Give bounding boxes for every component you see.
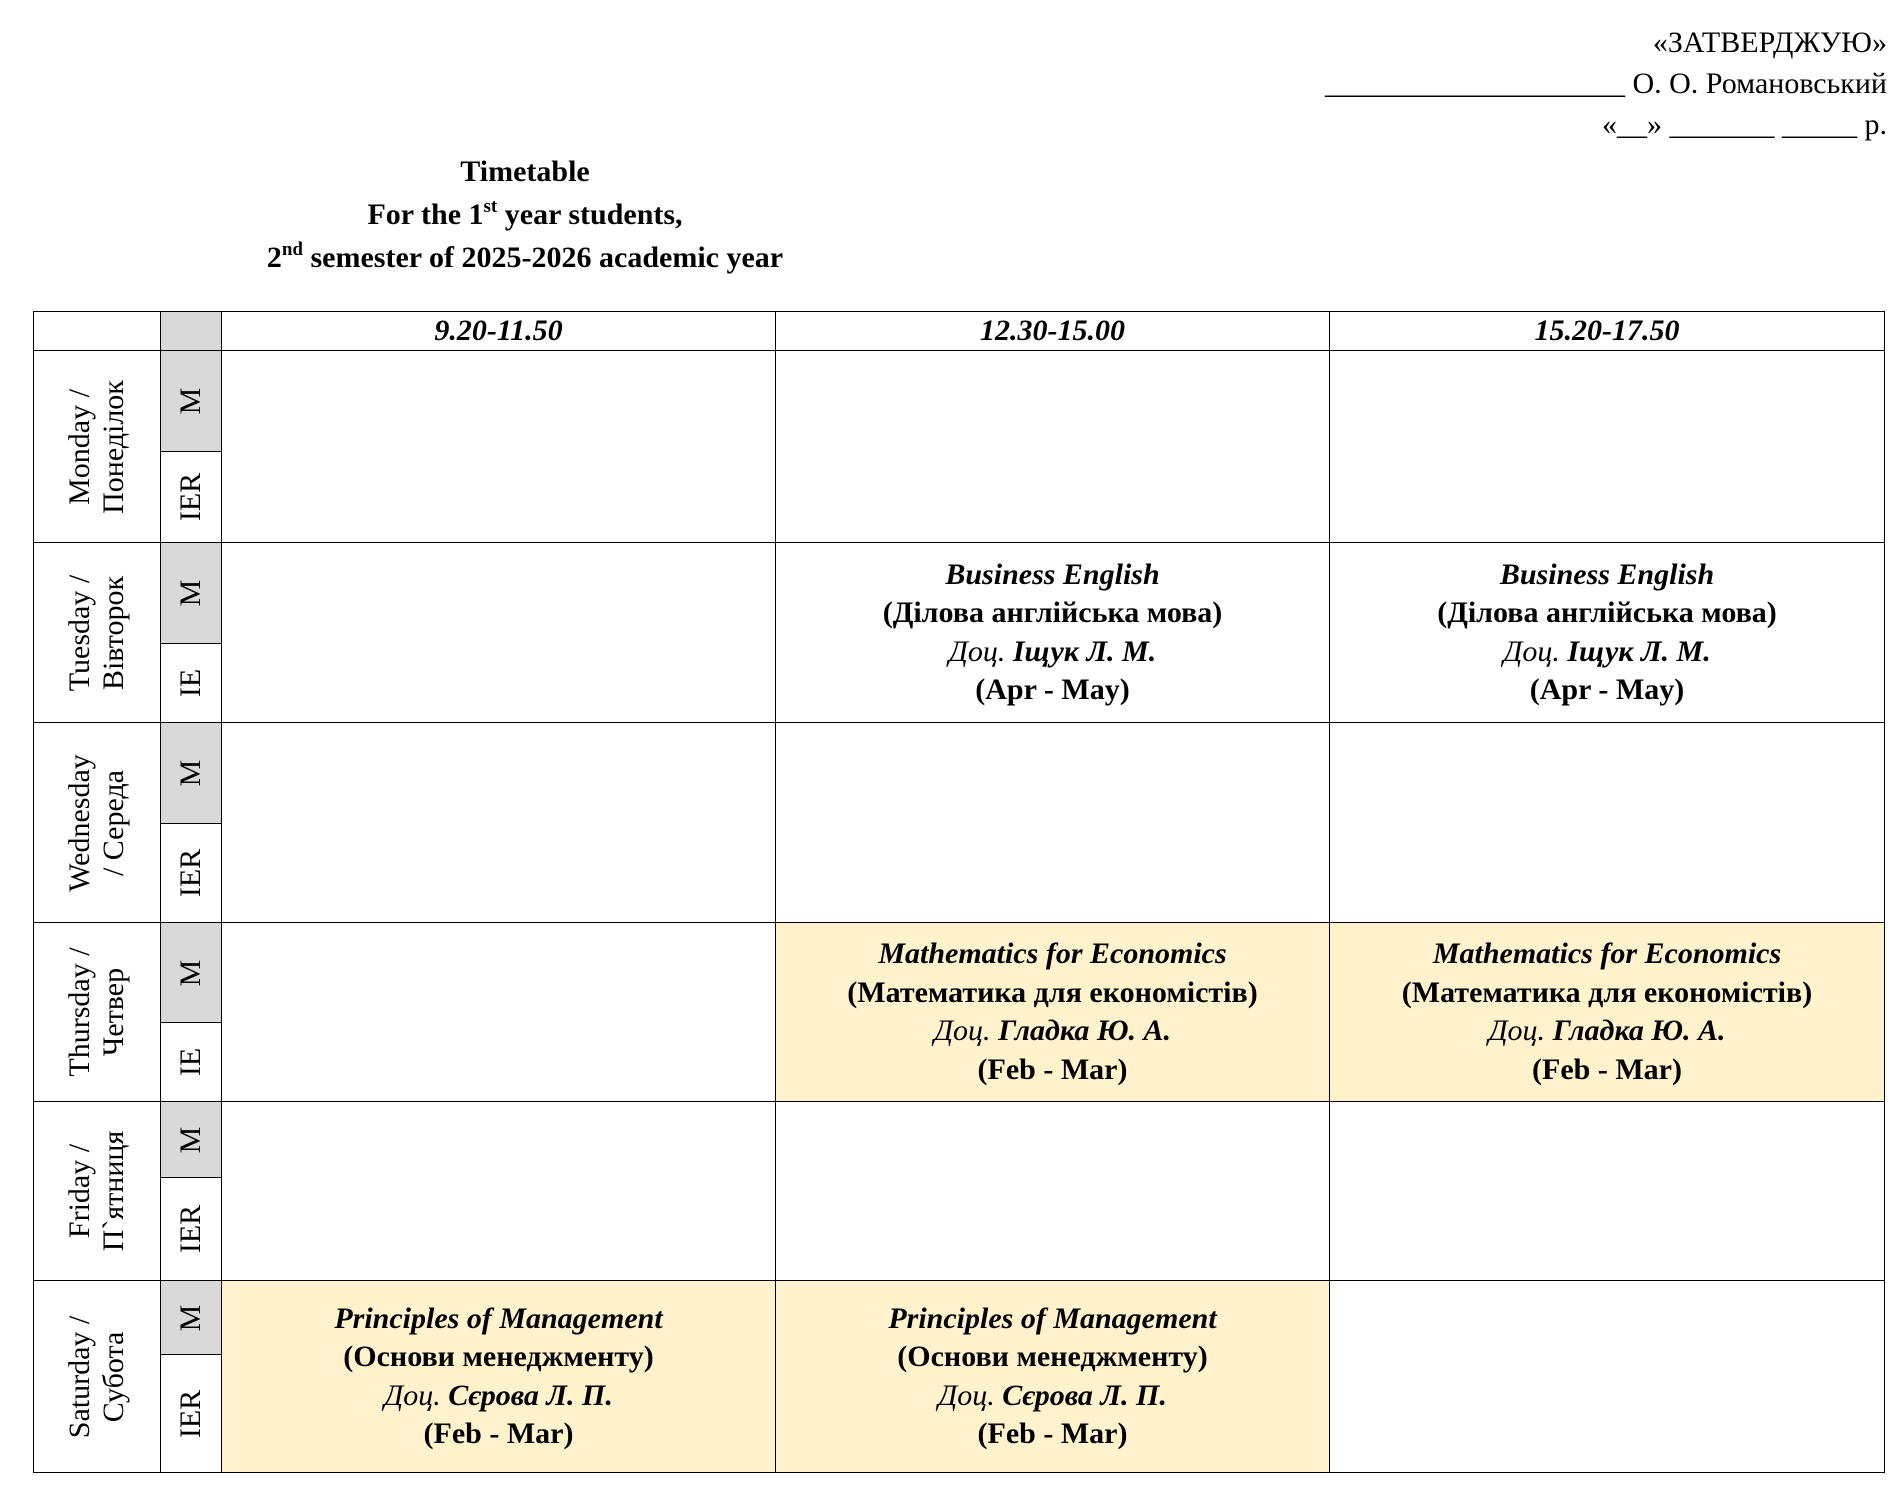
lecturer <box>776 1012 1329 1051</box>
slot-thu-2 <box>776 923 1330 1102</box>
group-ier: IER <box>161 1355 222 1473</box>
title-line-2-pre: For the 1 <box>367 198 484 231</box>
subject-name-ua: (Основи менеджменту) <box>897 1340 1208 1373</box>
day-name-ua: Четвер <box>97 967 130 1057</box>
timetable-header-row <box>34 312 1885 351</box>
lecturer <box>1330 633 1884 672</box>
time-slot-1: 9.20-11.50 <box>222 312 776 351</box>
group-m: M <box>161 543 222 644</box>
lecturer-name: Іщук Л. М. <box>1012 634 1157 668</box>
slot-wed-3 <box>1330 723 1885 923</box>
lecturer <box>1330 1012 1884 1051</box>
lecturer-position: Доц. <box>948 634 1006 668</box>
class-period: (Feb - Mar) <box>423 1417 574 1450</box>
title-line-3-sup: nd <box>281 239 303 260</box>
timetable <box>33 311 1885 1473</box>
title-line-1: Timetable <box>460 155 590 188</box>
lecturer-name: Гладка Ю. А. <box>1552 1014 1726 1047</box>
approval-block <box>1325 22 1887 145</box>
header-group-corner <box>161 312 222 351</box>
class-period: (Apr - May) <box>1529 673 1685 706</box>
day-name-ua: Вівторок <box>97 575 130 690</box>
day-name-en: Thursday / <box>63 947 96 1077</box>
approval-date: «__» _______ _____ р. <box>1602 108 1887 141</box>
group-ie: IE <box>161 644 222 723</box>
slot-thu-3 <box>1330 923 1885 1102</box>
day-name-ua: Понеділок <box>97 379 130 514</box>
title-line-3-post: semester of 2025-2026 academic year <box>303 241 784 274</box>
group-m: M <box>161 723 222 824</box>
subject-name: Principles of Management <box>888 1301 1217 1335</box>
slot-sat-2 <box>776 1281 1330 1473</box>
slot-fri-2 <box>776 1102 1330 1281</box>
day-row-saturday <box>34 1281 1885 1355</box>
title-line-2-sup: st <box>483 196 498 217</box>
title-line-2 <box>20 193 1030 236</box>
title-line-3-pre: 2 <box>266 241 282 274</box>
time-slot-3: 15.20-17.50 <box>1330 312 1885 351</box>
lecturer <box>776 1377 1329 1416</box>
approval-heading: «ЗАТВЕРДЖУЮ» <box>1652 26 1887 59</box>
title-line-3 <box>20 236 1030 279</box>
signature-line: ____________________ <box>1324 67 1625 100</box>
group-ier: IER <box>161 452 222 543</box>
subject-name: Business English <box>1499 557 1715 591</box>
day-row-wednesday <box>34 723 1885 824</box>
day-name-en: Monday / <box>63 388 96 505</box>
subject-name-ua: (Основи менеджменту) <box>343 1340 654 1373</box>
subject-name-ua: (Математика для економістів) <box>847 975 1258 1009</box>
group-m: M <box>161 1102 222 1178</box>
lecturer-name: Сєрова Л. П. <box>448 1378 613 1412</box>
slot-sat-3 <box>1330 1281 1885 1473</box>
class-period: (Feb - Mar) <box>977 1417 1128 1450</box>
slot-mon-1 <box>222 351 776 543</box>
slot-tue-1 <box>222 543 776 723</box>
day-label-wednesday <box>34 723 161 923</box>
day-label-saturday <box>34 1281 161 1473</box>
signer-name: О. О. Романовський <box>1632 67 1887 100</box>
group-m: M <box>161 1281 222 1355</box>
day-name-en: Friday / <box>63 1143 96 1239</box>
group-ie: IE <box>161 1023 222 1102</box>
class-period: (Feb - Mar) <box>1532 1052 1682 1086</box>
day-label-tuesday <box>34 543 161 723</box>
lecturer-name: Сєрова Л. П. <box>1002 1378 1167 1412</box>
day-label-monday <box>34 351 161 543</box>
day-name-ua: П`ятниця <box>97 1130 130 1252</box>
day-name-ua: / Середа <box>97 769 130 876</box>
lecturer-name: Іщук Л. М. <box>1567 634 1711 668</box>
lecturer-position: Доц. <box>938 1378 995 1412</box>
slot-fri-3 <box>1330 1102 1885 1281</box>
time-slot-2: 12.30-15.00 <box>776 312 1330 351</box>
day-label-friday <box>34 1102 161 1281</box>
group-m: M <box>161 923 222 1023</box>
day-name-en: Saturday / <box>63 1315 96 1438</box>
lecturer-position: Доц. <box>384 1378 441 1412</box>
slot-mon-2 <box>776 351 1330 543</box>
class-period: (Apr - May) <box>975 673 1130 706</box>
slot-wed-1 <box>222 723 776 923</box>
group-ier: IER <box>161 824 222 923</box>
day-name-en: Tuesday / <box>63 574 96 691</box>
day-row-monday <box>34 351 1885 452</box>
approval-signer-line <box>1325 63 1887 104</box>
slot-tue-2 <box>776 543 1330 723</box>
slot-tue-3 <box>1330 543 1885 723</box>
day-name-ua: Субота <box>97 1331 130 1422</box>
title-line-2-post: year students, <box>497 198 683 231</box>
header-corner <box>34 312 161 351</box>
lecturer-position: Доц. <box>1503 634 1560 668</box>
slot-thu-1 <box>222 923 776 1102</box>
lecturer-name: Гладка Ю. А. <box>998 1014 1172 1047</box>
day-row-tuesday <box>34 543 1885 644</box>
lecturer <box>776 633 1329 672</box>
lecturer <box>222 1377 775 1416</box>
day-label-thursday <box>34 923 161 1102</box>
group-m: M <box>161 351 222 452</box>
subject-name: Principles of Management <box>334 1301 663 1335</box>
subject-name: Mathematics for Economics <box>1432 937 1782 970</box>
class-period: (Feb - Mar) <box>977 1052 1128 1086</box>
slot-fri-1 <box>222 1102 776 1281</box>
subject-name: Mathematics for Economics <box>878 937 1227 970</box>
subject-name-ua: (Ділова англійська мова) <box>882 596 1223 629</box>
subject-name-ua: (Ділова англійська мова) <box>1437 596 1777 629</box>
day-row-friday <box>34 1102 1885 1178</box>
subject-name: Business English <box>945 557 1160 591</box>
group-ier: IER <box>161 1178 222 1281</box>
slot-mon-3 <box>1330 351 1885 543</box>
lecturer-position: Доц. <box>1488 1014 1546 1047</box>
lecturer-position: Доц. <box>933 1014 991 1047</box>
day-name-en: Wednesday <box>63 753 96 892</box>
day-row-thursday <box>34 923 1885 1023</box>
document-title <box>20 150 1030 279</box>
slot-sat-1 <box>222 1281 776 1473</box>
subject-name-ua: (Математика для економістів) <box>1401 975 1813 1009</box>
slot-wed-2 <box>776 723 1330 923</box>
